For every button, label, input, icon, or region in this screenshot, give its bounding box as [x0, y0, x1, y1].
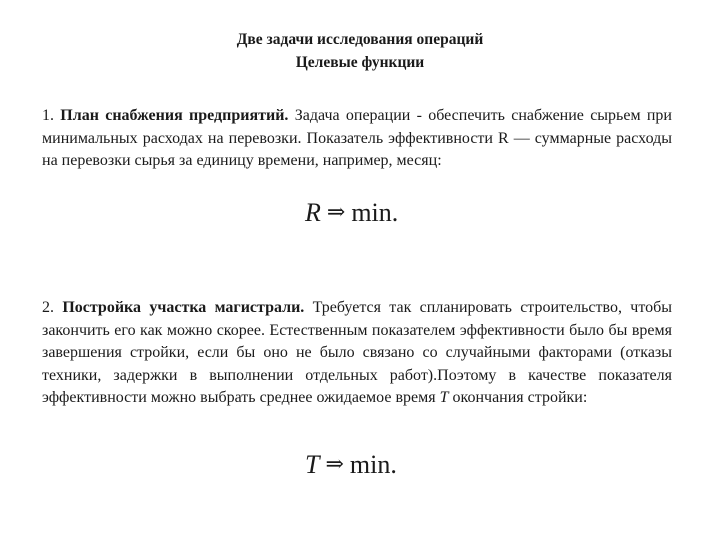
item-1-paragraph — [42, 105, 672, 173]
implies-arrow-icon: ⇒ — [326, 200, 346, 225]
slide-title — [0, 28, 720, 74]
formula-1-target: min. — [351, 198, 399, 227]
item-1-heading: План снабжения предприятий. — [60, 107, 289, 124]
formula-1-variable: R — [305, 198, 321, 227]
item-2-heading: Постройка участка магистрали. — [62, 299, 305, 316]
formula-2-target: min. — [349, 450, 397, 479]
item-1-number: 1. — [42, 107, 54, 124]
title-line-1: Две задачи исследования операций — [236, 31, 484, 48]
implies-arrow-icon: ⇒ — [325, 452, 344, 477]
item-1-text: Задача операции - обеспечить снабжение сырьем при минимальных расходах на перевозки. Показатель эффективности R — суммарные расходы на перевозки сырья за единицу времени, например, месяц: — [42, 107, 672, 169]
item-2-inline-variable: T — [439, 389, 449, 406]
item-2-text-end: окончания стройки: — [452, 389, 588, 406]
formula-t-min — [305, 450, 397, 482]
item-2-number: 2. — [42, 299, 54, 316]
formula-r-min — [305, 198, 398, 230]
title-line-2: Целевые функции — [295, 54, 425, 71]
formula-2-variable: T — [305, 450, 320, 479]
item-2-paragraph — [42, 297, 672, 410]
item-2-text: Требуется так спланировать строительство, чтобы закончить его как можно скорее. Естественным показателем эффективности было бы время завершения стройки, если бы оно не было связано со случайными факторами (отказы техники, задержки в выполнении отдельных работ).Поэтому в качестве показателя эффективности можно выбрать среднее ожидаемое время — [42, 299, 672, 406]
